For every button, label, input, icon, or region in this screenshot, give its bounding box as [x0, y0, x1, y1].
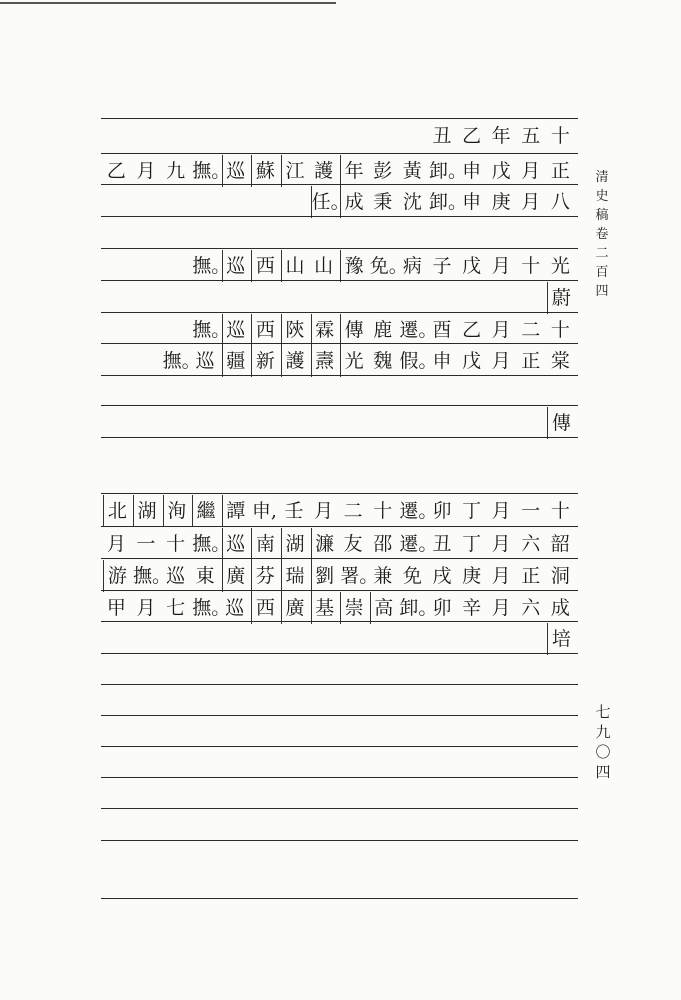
table-cell: 護 [314, 160, 334, 182]
table-cell: 棠 [550, 350, 570, 372]
table-row [101, 748, 578, 780]
table-cell: 秉 [373, 191, 393, 213]
row-divider [101, 746, 578, 747]
table-cell: 正 [521, 350, 541, 372]
table-row [101, 495, 578, 527]
table-cell: 乙 [462, 125, 482, 147]
table-cell: 撫。 [192, 533, 231, 555]
table-row [101, 592, 578, 624]
table-cell: 卯 [432, 500, 452, 522]
table-cell: 二 [343, 500, 363, 522]
table-row [101, 779, 578, 811]
table-cell: 月 [136, 597, 156, 619]
table-row [101, 345, 578, 377]
table-row [101, 842, 578, 874]
table-cell: 申 [462, 191, 482, 213]
table-cell: 月 [491, 533, 511, 555]
table-cell: 蘇 [251, 155, 278, 187]
table-cell: 月 [491, 319, 511, 341]
table-cell: 巡 [225, 597, 245, 619]
table-row [101, 314, 578, 346]
table-cell: 巡 [222, 314, 249, 346]
table-cell: 遷。 [399, 533, 438, 555]
table-cell: 彭 [373, 160, 393, 182]
row-divider [101, 184, 578, 185]
row-divider [101, 715, 578, 716]
row-divider [101, 684, 578, 685]
table-cell: 西 [251, 592, 278, 624]
table-row [101, 218, 578, 250]
table-cell: 七 [166, 597, 186, 619]
table-cell: 月 [491, 597, 511, 619]
table-cell: 劉 [311, 560, 338, 592]
table-cell: 撫。 [162, 350, 201, 372]
table-cell: 東 [195, 565, 215, 587]
table-cell: 山 [281, 250, 308, 282]
table-cell: 八 [550, 191, 570, 213]
table-cell: 卯 [432, 597, 452, 619]
table-cell: 豫 [340, 250, 367, 282]
side-title-char: 四 [595, 284, 609, 299]
table-cell: 十 [373, 500, 393, 522]
table-cell: 甲 [106, 597, 126, 619]
table-cell: 南 [251, 528, 278, 560]
table-cell: 山 [314, 255, 334, 277]
table-cell: 丑 [432, 533, 452, 555]
table-cell: 新 [251, 345, 278, 377]
table-cell: 戊 [491, 160, 511, 182]
table-cell: 西 [251, 314, 278, 346]
table-cell: 十 [166, 533, 186, 555]
row-divider [101, 493, 578, 494]
table-cell: 譚 [222, 495, 249, 527]
table-cell: 二 [521, 319, 541, 341]
row-divider [101, 312, 578, 313]
side-title-char: 二 [595, 246, 609, 261]
table-cell: 月 [314, 500, 334, 522]
row-divider [101, 621, 578, 622]
table-cell: 北 [103, 495, 130, 527]
table-cell: 卸。 [429, 160, 468, 182]
table-cell: 游 [103, 560, 130, 592]
table-cell: 六 [521, 597, 541, 619]
row-divider [101, 437, 578, 438]
row-divider [101, 898, 578, 899]
page-number-char: 四 [595, 763, 611, 781]
table-cell: 十 [550, 500, 570, 522]
table-cell: 蔚 [547, 282, 574, 314]
table-cell: 芬 [251, 560, 278, 592]
table-cell: 濂 [311, 528, 338, 560]
table-cell: 鹿 [373, 319, 393, 341]
row-divider [101, 343, 578, 344]
table-row [101, 120, 578, 152]
table-cell: 月 [491, 500, 511, 522]
table-cell: 正 [521, 565, 541, 587]
table-cell: 申, [251, 500, 277, 522]
table-cell: 霖 [311, 314, 338, 346]
table-cell: 戊 [462, 350, 482, 372]
top-rule [0, 2, 336, 4]
table-cell: 卸。 [399, 597, 438, 619]
table-row [101, 560, 578, 592]
table-cell: 庚 [491, 191, 511, 213]
table-cell: 月 [491, 255, 511, 277]
side-title-char: 史 [595, 189, 609, 204]
table-cell: 撫。 [192, 319, 231, 341]
table-cell: 陝 [281, 314, 308, 346]
table-cell: 遷。 [399, 500, 438, 522]
page-number-char: 九 [595, 723, 611, 741]
table-cell: 酉 [432, 319, 452, 341]
table-cell: 庚 [462, 565, 482, 587]
row-divider [101, 375, 578, 376]
table-cell: 巡 [166, 565, 186, 587]
table-cell: 江 [281, 155, 308, 187]
table-cell: 廣 [222, 560, 249, 592]
table-cell: 護 [281, 345, 308, 377]
page-number [589, 702, 617, 782]
table-cell: 免 [402, 565, 422, 587]
row-divider [101, 405, 578, 406]
table-cell: 五 [521, 125, 541, 147]
table-cell: 撫。 [192, 160, 231, 182]
table-cell: 成 [550, 597, 570, 619]
row-divider [101, 216, 578, 217]
table-cell: 黃 [402, 160, 422, 182]
table-cell: 瑞 [281, 560, 308, 592]
table-cell: 巡 [195, 350, 215, 372]
table-cell: 基 [311, 592, 338, 624]
row-divider [101, 280, 578, 281]
page-number-char: 七 [595, 703, 611, 721]
table-cell: 年 [340, 155, 367, 187]
table-cell: 免。 [369, 255, 408, 277]
table-cell: 洞 [550, 565, 570, 587]
table-row [101, 186, 578, 218]
table-cell: 培 [547, 623, 574, 655]
table-cell: 申 [432, 350, 452, 372]
table-cell: 正 [550, 160, 570, 182]
row-divider [101, 248, 578, 249]
table-cell: 遷。 [399, 319, 438, 341]
side-title-char: 稿 [595, 208, 609, 223]
table-cell: 月 [136, 160, 156, 182]
table-cell: 子 [432, 255, 452, 277]
row-divider [101, 653, 578, 654]
table-cell: 丑 [432, 125, 452, 147]
side-title-char: 清 [595, 170, 609, 185]
row-divider [101, 840, 578, 841]
table-cell: 成 [340, 186, 367, 218]
table-cell: 署。 [340, 565, 379, 587]
table-cell: 西 [251, 250, 278, 282]
table-cell: 撫。 [133, 565, 172, 587]
table-cell: 任。 [311, 186, 338, 218]
table-cell: 湖 [133, 495, 160, 527]
table-cell: 月 [491, 565, 511, 587]
table-cell: 沈 [402, 191, 422, 213]
table-cell: 月 [491, 350, 511, 372]
table-row [101, 155, 578, 187]
table-cell: 傳 [547, 407, 574, 439]
table-row [101, 407, 578, 439]
table-cell: 丁 [462, 500, 482, 522]
table-cell: 巡 [222, 155, 249, 187]
table-cell: 傳 [340, 314, 367, 346]
table-row [101, 282, 578, 314]
table-cell: 辛 [462, 597, 482, 619]
table-cell: 戊 [462, 255, 482, 277]
row-divider [101, 590, 578, 591]
table-cell: 申 [462, 160, 482, 182]
table-row [101, 623, 578, 655]
table-cell: 邵 [373, 533, 393, 555]
table-cell: 乙 [106, 160, 126, 182]
table-cell: 九 [166, 160, 186, 182]
table-cell: 韶 [550, 533, 570, 555]
table-cell: 兼 [373, 565, 393, 587]
table-cell: 十 [550, 319, 570, 341]
table-cell: 撫。 [192, 597, 231, 619]
table-cell: 年 [491, 125, 511, 147]
table-cell: 戌 [432, 565, 452, 587]
table-row [101, 528, 578, 560]
table-cell: 一 [521, 500, 541, 522]
row-divider [101, 118, 578, 119]
table-cell: 十 [550, 125, 570, 147]
table-cell: 湖 [281, 528, 308, 560]
table-cell: 乙 [462, 319, 482, 341]
table-row [101, 250, 578, 282]
table-cell: 撫。 [192, 255, 231, 277]
table-cell: 一 [136, 533, 156, 555]
table-row [101, 686, 578, 718]
page-number-char: 〇 [595, 743, 611, 761]
table-cell: 卸。 [429, 191, 468, 213]
table-cell: 病 [402, 255, 422, 277]
table-cell: 月 [106, 533, 126, 555]
table-cell: 繼 [192, 495, 219, 527]
table-cell: 壬 [284, 500, 304, 522]
row-divider [101, 558, 578, 559]
table-row [101, 655, 578, 687]
table-cell: 魏 [373, 350, 393, 372]
row-divider [101, 526, 578, 527]
table-cell: 友 [343, 533, 363, 555]
row-divider [101, 153, 578, 154]
side-title-char: 百 [595, 265, 609, 280]
table-cell: 十 [521, 255, 541, 277]
table-cell: 丁 [462, 533, 482, 555]
table-cell: 假。 [399, 350, 438, 372]
table-cell: 燾 [311, 345, 338, 377]
table-cell: 六 [521, 533, 541, 555]
table-cell: 崇 [340, 592, 367, 624]
table-cell: 高 [370, 592, 397, 624]
table-cell: 光 [550, 255, 570, 277]
side-title [593, 168, 611, 301]
table-row [101, 810, 578, 842]
table-row [101, 439, 578, 471]
table-cell: 洵 [163, 495, 190, 527]
table-cell: 巡 [222, 250, 249, 282]
table-cell: 月 [521, 191, 541, 213]
table-cell: 月 [521, 160, 541, 182]
table-row [101, 717, 578, 749]
table-cell: 疆 [222, 345, 249, 377]
row-divider [101, 777, 578, 778]
row-divider [101, 808, 578, 809]
table-cell: 廣 [281, 592, 308, 624]
table-cell: 巡 [222, 528, 249, 560]
side-title-char: 卷 [595, 227, 609, 242]
table-cell: 光 [340, 345, 367, 377]
